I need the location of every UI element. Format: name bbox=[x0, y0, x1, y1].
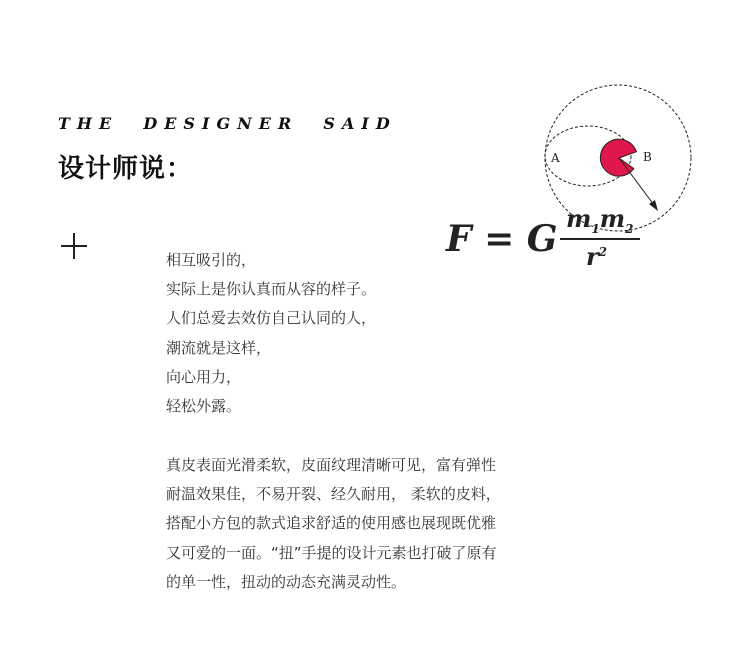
intro-line: 轻松外露。 bbox=[166, 397, 242, 416]
formula-r: r bbox=[586, 242, 599, 271]
formula-denominator bbox=[586, 242, 607, 271]
detail-line: 耐温效果佳，不易开裂、经久耐用， 柔软的皮料， bbox=[166, 485, 501, 504]
intro-line: 实际上是你认真而从容的样子。 bbox=[166, 280, 377, 299]
detail-line: 又可爱的一面。“扭”手提的设计元素也打破了原有 bbox=[166, 543, 497, 562]
intro-line: 人们总爱去效仿自己认同的人， bbox=[166, 309, 377, 328]
detail-line: 的单一性，扭动的动态充满灵动性。 bbox=[166, 572, 407, 591]
formula-sub2: 2 bbox=[625, 221, 634, 236]
formula-m1: m bbox=[566, 204, 592, 233]
orbit-diagram bbox=[540, 80, 696, 236]
intro-paragraph bbox=[166, 246, 376, 421]
label-a: A bbox=[551, 151, 560, 165]
detail-line: 搭配小方包的款式追求舒适的使用感也展现既优雅 bbox=[166, 514, 497, 533]
velocity-arrow-line bbox=[619, 158, 654, 205]
detail-paragraph bbox=[166, 451, 501, 597]
velocity-arrowhead bbox=[649, 200, 658, 211]
detail-line: 真皮表面光滑柔软，皮面纹理清晰可见，富有弹性 bbox=[166, 456, 497, 474]
label-b: B bbox=[643, 150, 652, 164]
orbit-diagram-svg bbox=[540, 80, 696, 236]
intro-line: 向心用力， bbox=[166, 367, 242, 386]
formula-sub1: 1 bbox=[591, 221, 600, 236]
intro-line: 相互吸引的， bbox=[166, 251, 257, 269]
formula-lhs: F = G bbox=[446, 218, 558, 260]
plus-icon bbox=[61, 233, 87, 259]
section-title: 设计师说： bbox=[58, 154, 194, 184]
formula-sup: 2 bbox=[598, 245, 608, 259]
section-eyebrow: THE DESIGNER SAID bbox=[58, 114, 397, 133]
formula-m2: m bbox=[599, 204, 626, 233]
intro-line: 潮流就是这样， bbox=[166, 338, 272, 357]
formula-fraction-bar bbox=[560, 238, 640, 240]
